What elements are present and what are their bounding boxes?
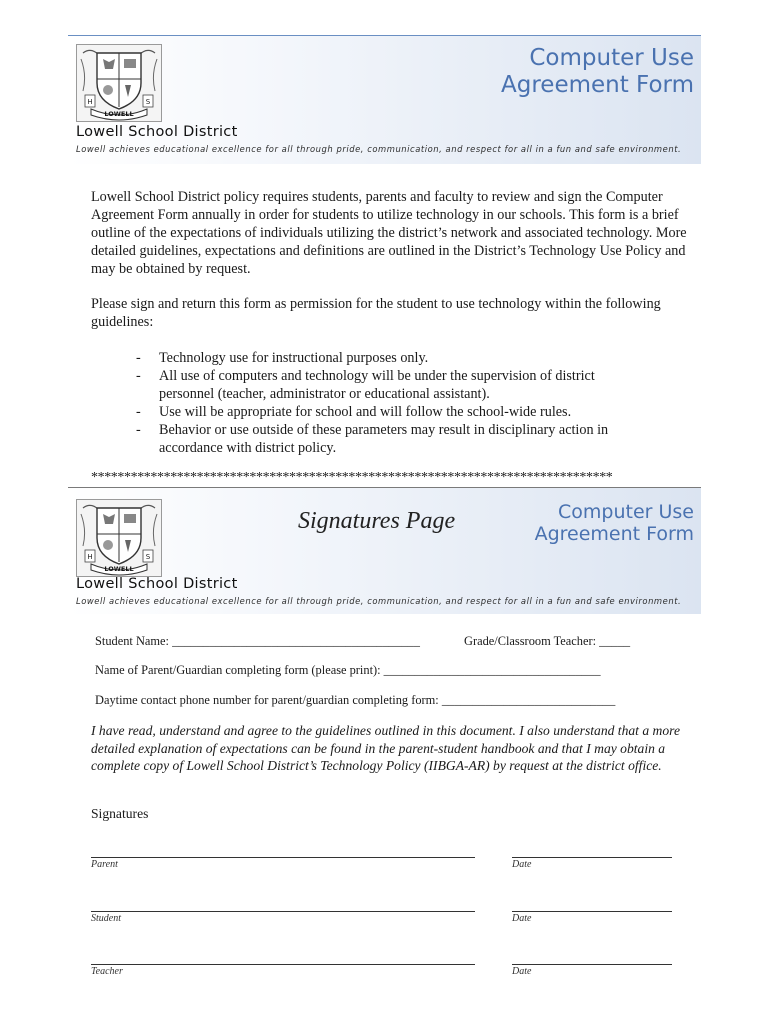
guideline-item [91,403,651,421]
crest-initial-right: S [145,553,151,561]
guideline-item [91,367,651,403]
signatures-heading: Signatures [91,806,149,821]
parent-date-line[interactable] [512,857,672,858]
form-title [501,45,694,99]
guideline-item [91,349,651,367]
student-signature-line[interactable] [91,911,475,912]
phone-field[interactable]: Daytime contact phone number for parent/guardian completing form: ____________________________ [95,693,616,707]
signatures-page-title: Signatures Page [298,508,456,534]
student-name-field[interactable]: Student Name: ________________________________________ [95,634,420,648]
grade-teacher-field[interactable]: Grade/Classroom Teacher: _____ [464,634,631,648]
guideline-text: Use will be appropriate for school and will follow the school-wide rules. [159,404,572,420]
bullet-dash: - [136,350,141,366]
school-crest-drawing [77,45,161,121]
signatures-district-name: Lowell School District [76,576,238,592]
form-title-line1: Computer Use [529,45,694,71]
form-title-line2: Agreement Form [501,71,694,98]
guideline-item [91,421,651,457]
district-name: Lowell School District [76,124,238,140]
bullet-dash: - [136,368,141,384]
guidelines-list [91,349,651,457]
district-motto: Lowell achieves educational excellence for all through pride, communication, and respect for all in a fun and safe environment. [76,144,682,154]
parent-signature-label: Parent [91,859,118,870]
teacher-signature-line[interactable] [91,964,475,965]
student-signature-label: Student [91,913,121,924]
crest-initial-left: H [87,98,93,106]
instruction-paragraph: Please sign and return this form as permission for the student to use technology within the following guidelines: [91,296,661,330]
guideline-text: All use of computers and technology will be under the supervision of district personnel (teacher, administrator or educational assistant). [159,368,595,402]
signatures-district-motto: Lowell achieves educational excellence for all through pride, communication, and respect for all in a fun and safe environment. [76,596,682,606]
crest-banner-text: LOWELL [104,110,134,118]
school-crest-icon [76,44,162,122]
signatures-form-title-line2: Agreement Form [534,523,694,546]
teacher-date-label: Date [512,966,532,977]
school-crest-drawing [77,500,161,576]
crest-initial-right: S [145,98,151,106]
agreement-statement: I have read, understand and agree to the guidelines outlined in this document. I also understand that a more detailed explanation of expectations can be found in the parent-student handbook and that I may obtain a complete copy of Lowell School District’s Technology Policy (IIBGA-AR) by request at the district office. [91,723,680,773]
guideline-text: Behavior or use outside of these parameters may result in disciplinary action in accordance with district policy. [159,422,609,456]
bullet-dash: - [136,422,141,438]
parent-date-label: Date [512,859,532,870]
crest-initial-left: H [87,553,93,561]
school-crest-icon [76,499,162,577]
section-separator: ******************************************************************************* [91,470,613,485]
parent-name-field[interactable]: Name of Parent/Guardian completing form (please print): ___________________________________ [95,663,601,677]
parent-signature-line[interactable] [91,857,475,858]
student-date-line[interactable] [512,911,672,912]
intro-paragraph: Lowell School District policy requires students, parents and faculty to review and sign the Computer Agreement Form annually in order for students to utilize technology in our schools. This form is a brief outline of the expectations of individuals utilizing the district’s network and associated technology. More detailed guidelines, expectations and definitions are outlined in the District’s Technology Use Policy and may be obtained by request. [91,189,687,277]
signatures-form-title-line1: Computer Use [558,501,694,523]
teacher-signature-label: Teacher [91,966,123,977]
student-date-label: Date [512,913,532,924]
teacher-date-line[interactable] [512,964,672,965]
bullet-dash: - [136,404,141,420]
crest-banner-text: LOWELL [104,565,134,573]
signatures-form-title [535,501,694,545]
guideline-text: Technology use for instructional purposes only. [159,350,429,366]
